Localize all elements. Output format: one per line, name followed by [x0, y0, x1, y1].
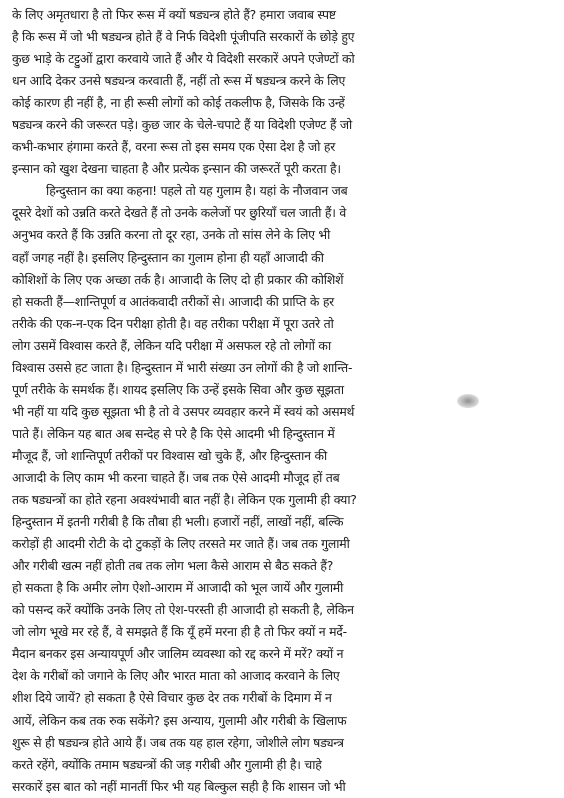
- text-line-4: धन आदि देकर उनसे षड्यन्त्र करवाती हैं, नहीं तो रूस में षड्यन्त्र करने के लिए: [12, 73, 346, 89]
- text-line-21: मौजूद हैं, जो शान्तिपूर्ण तरीकों पर विश्वास खो चुके हैं, और हिन्दुस्तान की: [12, 447, 327, 463]
- text-line-17: विश्वास उससे हट जाता है। हिन्दुस्तान में भारी संख्या उन लोगों की है जो शान्ति-: [12, 359, 353, 375]
- text-line-30: मैदान बनकर इस अन्यायपूर्ण और जालिम व्यवस्था को रद्द करने में मरें? क्यों न: [12, 646, 344, 662]
- text-line-28: को पसन्द करें क्योंकि उनके लिए तो ऐश-परस्ती ही आजादी हो सकती है, लेकिन: [12, 602, 354, 618]
- text-line-3: कुछ भाड़े के टट्टुओं द्वारा करवाये जाते हैं और ये विदेशी सरकारें अपने एजेण्टों को: [12, 51, 355, 67]
- text-line-11: अनुभव करते हैं कि उन्नति करना तो दूर रहा, उनके तो सांस लेने के लिए भी: [12, 227, 331, 243]
- text-line-16: लोग उसमें विश्वास करते हैं, लेकिन यदि परीक्षा में असफल रहे तो लोगों का: [12, 337, 331, 353]
- text-line-9: हिन्दुस्तान का क्या कहना! पहले तो यह गुलाम है। यहां के नौजवान जब: [46, 183, 348, 199]
- text-line-14: हो सकती हैं—शान्तिपूर्ण व आतंकवादी तरीकों से। आजादी की प्राप्ति के हर: [12, 293, 334, 309]
- text-line-5: कोई कारण ही नहीं है, ना ही रूसी लोगों को कोई तकलीफ है, जिसके कि उन्हें: [12, 95, 345, 111]
- text-line-8: इन्सान को खुश देखना चाहता है और प्रत्येक इन्सान की जरूरतें पूरी करता है।: [12, 161, 341, 177]
- text-line-29: जो लोग भूखे मर रहे हैं, वे समझते हैं कि यूँ हमें मरना ही है तो फिर क्यों न मर्दे-: [12, 624, 347, 640]
- text-line-31: देश के गरीबों को जगाने के लिए और भारत माता को आजाद करवाने के लिए: [12, 668, 340, 684]
- text-line-35: करते रहेंगे, क्योंकि तमाम षड्यन्त्रों की जड़ गरीबी और गुलामी ही है। चाहे: [12, 756, 322, 772]
- text-line-10: दूसरे देशों को उन्नति करते देखते हैं तो उनके कलेजों पर छुरियाँ चल जाती हैं। वे: [12, 205, 347, 221]
- text-line-13: कोशिशों के लिए एक अच्छा तर्क है। आजादी के लिए दो ही प्रकार की कोशिशें: [12, 271, 344, 287]
- text-line-2: है कि रूस में जो भी षड्यन्त्र होते हैं वे निर्फ विदेशी पूंजीपति सरकारों के छोड़े हुए: [12, 29, 355, 45]
- ink-smudge: [457, 394, 479, 408]
- text-line-12: वहाँ जगह नहीं है। इसलिए हिन्दुस्तान का गुलाम होना ही यहाँ आजादी की: [12, 249, 324, 265]
- text-line-1: के लिए अमृतधारा है तो फिर रूस में क्यों षड्यन्त्र होते हैं? हमारा जवाब स्पष्ट: [12, 7, 336, 22]
- text-line-20: पाते हैं। लेकिन यह बात अब सन्देह से परे है कि ऐसे आदमी भी हिन्दुस्तान में: [12, 425, 335, 441]
- text-line-24: हिन्दुस्तान में इतनी गरीबी है कि तौबा ही भली। हजारों नहीं, लाखों नहीं, बल्कि: [12, 514, 344, 530]
- text-line-33: आयें, लेकिन कब तक रुक सकेंगे? इस अन्याय, गुलामी और गरीबी के खिलाफ: [12, 712, 347, 728]
- text-line-22: आजादी के लिए काम भी करना चाहते हैं। जब तक ऐसे आदमी मौजूद हों तब: [12, 469, 340, 485]
- text-line-7: कभी-कभार हंगामा करते हैं, वरना रूस तो इस समय एक ऐसा देश है जो हर: [12, 139, 336, 155]
- text-line-27: हो सकता है कि अमीर लोग ऐशो-आराम में आजादी को भूल जायें और गुलामी: [12, 580, 344, 596]
- text-line-15: तरीके की एक-न-एक दिन परीक्षा होती है। वह तरीका परीक्षा में पूरा उतरे तो: [12, 315, 334, 331]
- text-line-23: तक षड्यन्त्रों का होते रहना अवश्यंभावी बात नहीं है। लेकिन एक गुलामी ही क्या?: [12, 492, 357, 508]
- text-line-26: और गरीबी खत्म नहीं होती तब तक लोग भला कैसे आराम से बैठ सकते हैं?: [12, 558, 334, 574]
- text-line-18: पूर्ण तरीके के समर्थक हैं। शायद इसलिए कि उन्हें इसके सिवा और कुछ सूझता: [12, 381, 344, 397]
- text-line-34: शुरू से ही षड्यन्त्र होते आये हैं। जब तक यह हाल रहेगा, जोशीले लोग षड्यन्त्र: [12, 734, 344, 750]
- text-line-32: शीश दिये जायें? हो सकता है ऐसे विचार कुछ देर तक गरीबों के दिमाग में न: [12, 690, 332, 706]
- text-line-25: करोड़ों ही आदमी रोटी के दो टुकड़ों के लिए तरसते मर जाते हैं। जब तक गुलामी: [12, 536, 350, 552]
- text-line-6: षड्यन्त्र करने की जरूरत पड़े। कुछ जार के चेले-चपाटे हैं या विदेशी एजेण्ट हैं जो: [12, 117, 352, 133]
- text-line-19: भी नहीं या यदि कुछ सूझता भी है तो वे उसपर व्यवहार करने में स्वयं को असमर्थ: [12, 403, 355, 419]
- text-line-36: सरकारें इस बात को नहीं मानतीं फिर भी यह बिल्कुल सही है कि शासन जो भी: [12, 778, 346, 794]
